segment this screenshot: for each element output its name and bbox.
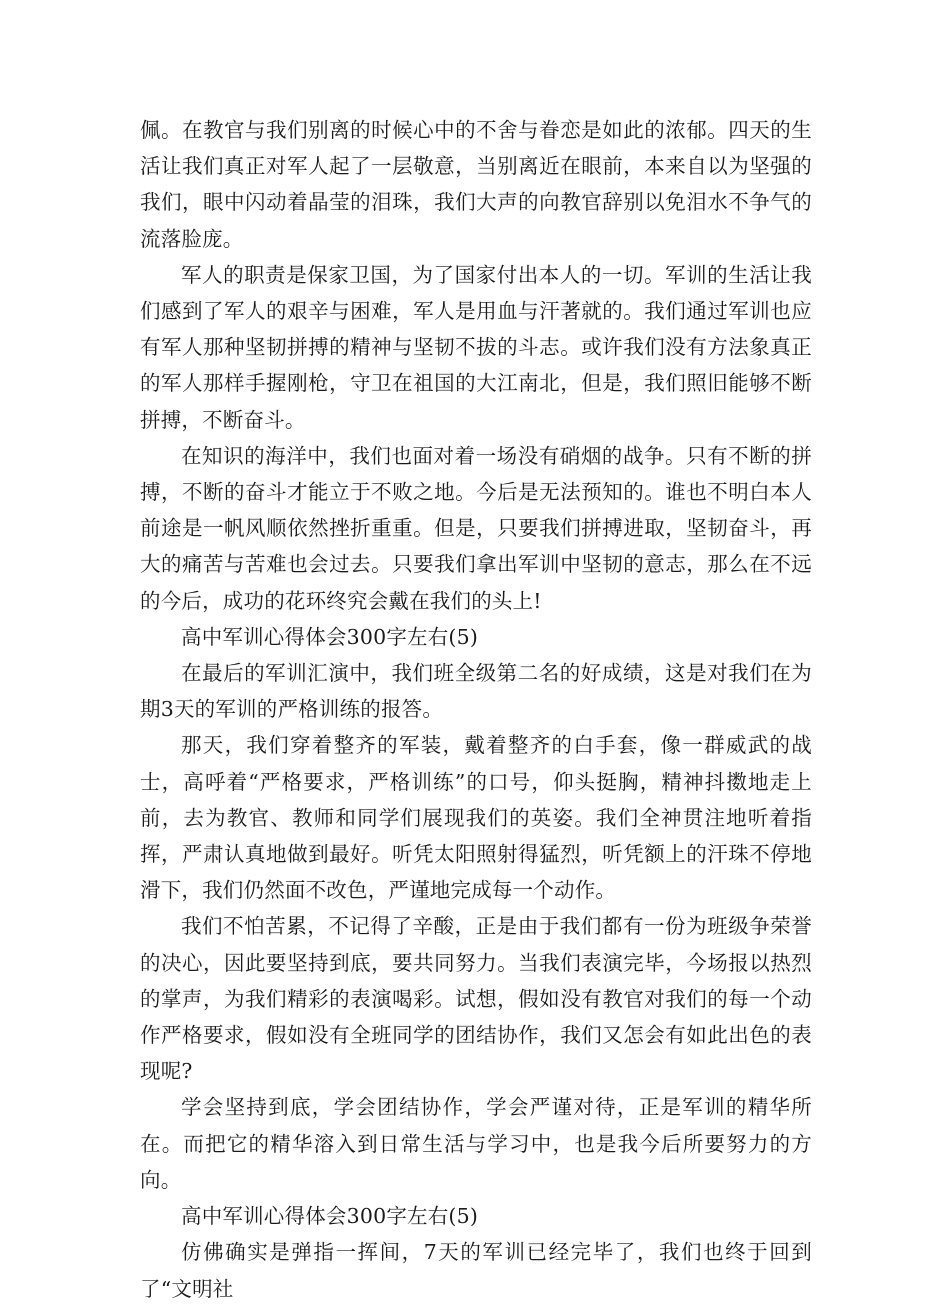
paragraph-that-day: 那天，我们穿着整齐的军装，戴着整齐的白手套，像一群威武的战士，高呼着“严格要求，严格训练”的口号，仰头挺胸，精神抖擞地走上前，去为教官、教师和同学们展现我们的英姿。我们全神贯注地听着指挥，严肃认真地做到最好。听凭太阳照射得猛烈，听凭额上的汗珠不停地滑下，我们仍然面不改色，严谨地完成每一个动作。 (140, 733, 812, 903)
paragraph-learn-persist: 学会坚持到底，学会团结协作，学会严谨对待，正是军训的精华所在。而把它的精华溶入到日常生活与学习中，也是我今后所要努力的方向。 (140, 1095, 812, 1192)
paragraph-final-parade: 在最后的军训汇演中，我们班全级第二名的好成绩，这是对我们在为期3天的军训的严格训练的报答。 (140, 661, 812, 722)
paragraph-not-afraid: 我们不怕苦累，不记得了辛酸，正是由于我们都有一份为班级争荣誉的决心，因此要坚持到底，要共同努力。当我们表演完毕，今场报以热烈的掌声，为我们精彩的表演喝彩。试想，假如没有教官对我们的每一个动作严格要求，假如没有全班同学的团结协作，我们又怎会有如此出色的表现呢? (140, 914, 812, 1084)
paragraph-seven-days: 仿佛确实是弹指一挥间，7天的军训已经完毕了，我们也终于回到了“文明社 (140, 1240, 812, 1301)
section-heading: 高中军训心得体会300字左右(5) (181, 624, 479, 649)
document-body (140, 112, 812, 1307)
paragraph-knowledge-ocean: 在知识的海洋中，我们也面对着一场没有硝烟的战争。只有不断的拼搏，不断的奋斗才能立于不败之地。今后是无法预知的。谁也不明白本人前途是一帆风顺依然挫折重重。但是，只要我们拼搏进取，坚韧奋斗，再大的痛苦与苦难也会过去。只要我们拿出军训中坚韧的意志，那么在不远的今后，成功的花环终究会戴在我们的头上! (140, 443, 812, 613)
section-heading: 高中军训心得体会300字左右(5) (181, 1204, 479, 1229)
paragraph-continuation: 佩。在教官与我们别离的时候心中的不舍与眷恋是如此的浓郁。四天的生活让我们真正对军人起了一层敬意，当别离近在眼前，本来自以为坚强的我们，眼中闪动着晶莹的泪珠，我们大声的向教官辞别以免泪水不争气的流落脸庞。 (140, 118, 812, 251)
paragraph-soldier-duty: 军人的职责是保家卫国，为了国家付出本人的一切。军训的生活让我们感到了军人的艰辛与困难，军人是用血与汗著就的。我们通过军训也应有军人那种坚韧拼搏的精神与坚韧不拔的斗志。或许我们没有方法象真正的军人那样手握刚枪，守卫在祖国的大江南北，但是，我们照旧能够不断拼搏，不断奋斗。 (140, 262, 812, 432)
